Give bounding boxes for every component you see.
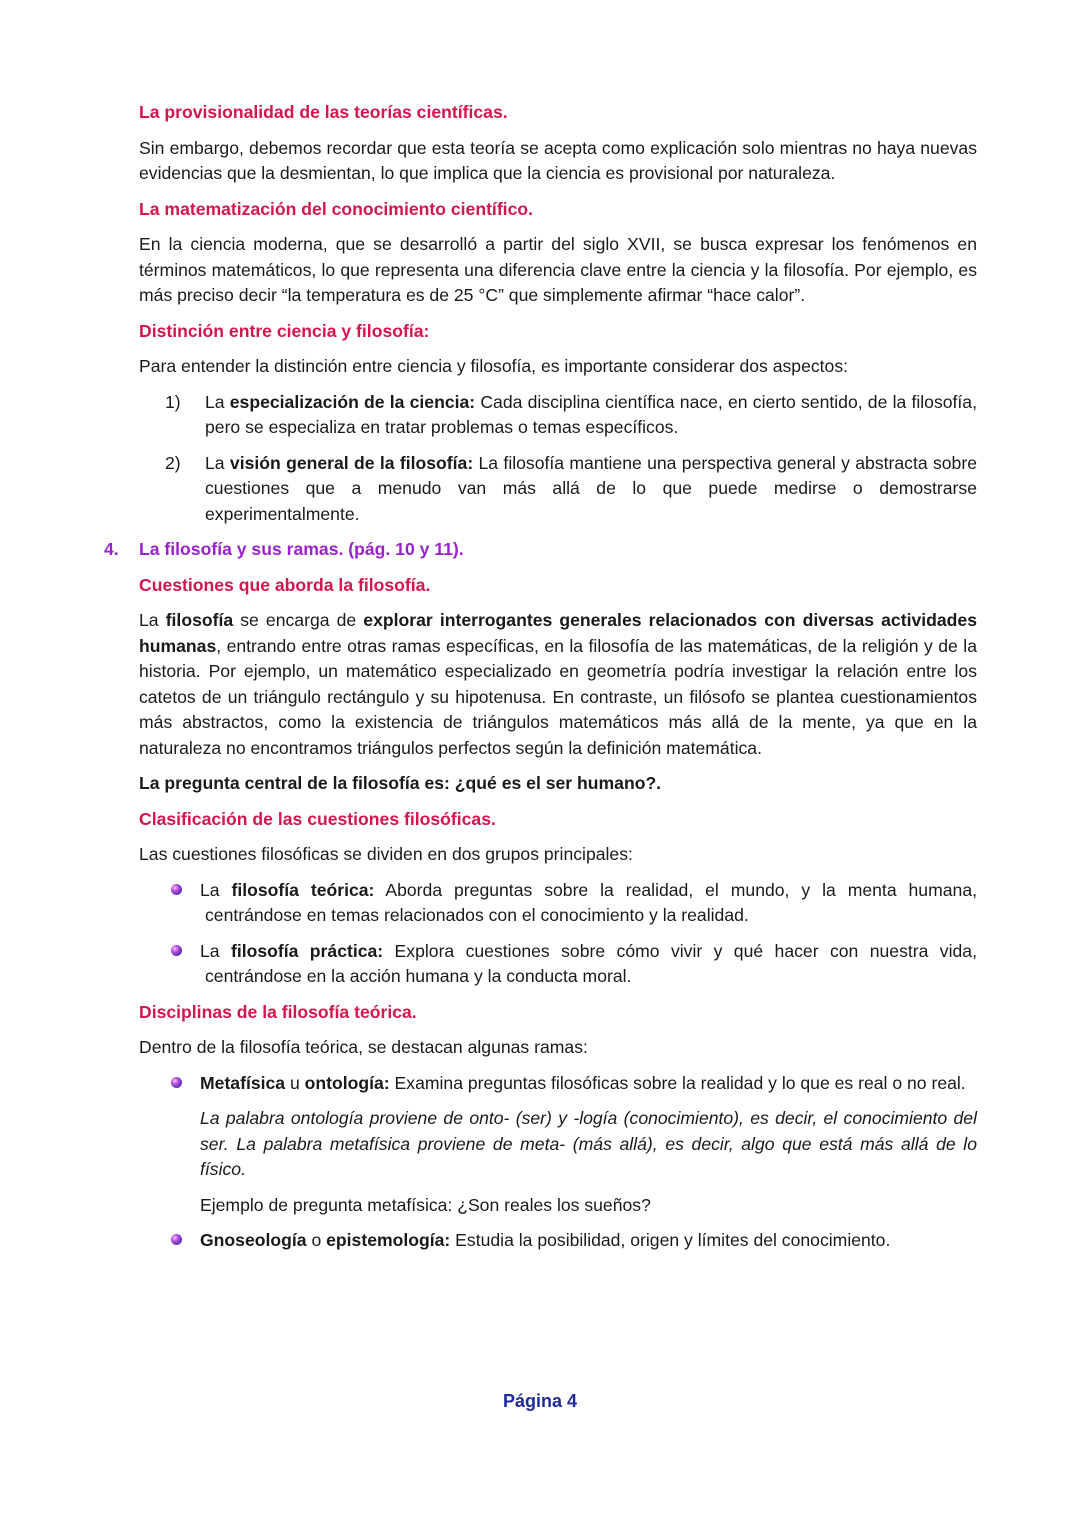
text-run: Para entender la distinción entre ciencia y filosofía, es importante considerar dos aspectos: (139, 356, 849, 376)
bold-term: filosofía práctica: (230, 940, 384, 961)
bullet-item (139, 939, 977, 990)
text-run: La (205, 452, 230, 473)
text-run: La filosofía y sus ramas. (pág. 10 y 11). (139, 539, 464, 559)
text-run: La (205, 391, 230, 412)
text-run: Clasificación de las cuestiones filosóficas. (139, 808, 496, 829)
text-run: Sin embargo, debemos recordar que esta teoría se acepta como explicación solo mientras no haya nuevas evidencias que la desmientan, lo que implica que la ciencia es provisional por naturaleza. (139, 137, 977, 183)
bullet-icon (171, 1077, 182, 1088)
text-run: La (139, 610, 166, 630)
indented-paragraph (139, 1193, 977, 1219)
paragraph (139, 842, 977, 868)
text-run: u (285, 1072, 305, 1093)
bold-term: especialización de la ciencia: (229, 391, 476, 412)
subheading (139, 100, 977, 126)
text-run: La (200, 940, 231, 961)
text-run: Distinción entre ciencia y filosofía: (139, 320, 430, 341)
bold-term: filosofía teórica: (231, 879, 375, 900)
text-run: En la ciencia moderna, que se desarrolló a partir del siglo XVII, se busca expresar los fenómenos en términos matemáticos, lo que representa una diferencia clave entre la ciencia y la filosofía. Por ejemplo, es más preciso decir “la temperatura es de 25 °C” que simplemente afirmar “hace calor”. (139, 234, 977, 305)
item-number: 4. (104, 539, 119, 559)
text-run: Estudia la posibilidad, origen y límites del conocimiento. (450, 1230, 891, 1250)
subheading (139, 319, 977, 345)
numbered-item (139, 390, 977, 441)
text-run: Aborda preguntas sobre la realidad, el mundo, y la menta humana, centrándose en temas relacionados con el conocimiento y la realidad. (205, 879, 977, 925)
text-run: Ejemplo de pregunta metafísica: ¿Son reales los sueños? (200, 1194, 651, 1215)
section-heading (104, 537, 977, 563)
bullet-icon (171, 884, 182, 895)
paragraph (139, 354, 977, 380)
text-run: La (200, 879, 232, 900)
text-run: Dentro de la filosofía teórica, se destacan algunas ramas: (139, 1037, 588, 1057)
text-run: Examina preguntas filosóficas sobre la realidad y lo que es real o no real. (389, 1072, 966, 1093)
paragraph (139, 608, 977, 761)
item-number: 1) (165, 391, 181, 412)
document-body (104, 100, 977, 1264)
bullet-item (139, 878, 977, 929)
subheading (139, 573, 977, 599)
subheading (139, 807, 977, 833)
text-run: Cada disciplina científica nace, en cierto sentido, de la filosofía, pero se especializa en tratar problemas o temas específicos. (205, 391, 977, 437)
subheading (139, 197, 977, 223)
bold-term: filosofía (165, 610, 234, 630)
bold-term: epistemología: (326, 1230, 451, 1250)
subheading (139, 1000, 977, 1026)
bold-term: Gnoseología (200, 1230, 307, 1250)
text-run: Disciplinas de la filosofía teórica. (139, 1001, 417, 1022)
text-run: o (306, 1230, 327, 1250)
key-question (139, 771, 977, 797)
bold-term: visión general de la filosofía: (229, 452, 474, 473)
text-run: Cuestiones que aborda la filosofía. (139, 574, 431, 595)
paragraph (139, 1035, 977, 1061)
text-run: , entrando entre otras ramas específicas, en la filosofía de las matemáticas, de la religión y de la historia. Por ejemplo, un matemático especializado en geometría podría investigar la relación entre los catetos de un triángulo rectángulo y su hipotenusa. En contraste, un filósofo se plantea cuestionamientos más abstractos, como la existencia de triángulos matemáticos más allá de la mente, ya que en la naturaleza no encontramos triángulos perfectos según la definición matemática. (139, 635, 977, 758)
text-run: La pregunta central de la filosofía es: ¿qué es el ser humano?. (139, 773, 662, 793)
indented-paragraph (139, 1106, 977, 1183)
item-number: 2) (165, 452, 181, 473)
bullet-item (139, 1071, 977, 1097)
bullet-icon (171, 1234, 182, 1245)
bold-term: ontología: (304, 1072, 390, 1093)
page-number: Página 4 (502, 1391, 578, 1411)
text-run: La provisionalidad de las teorías científicas. (139, 102, 508, 122)
text-run: Explora cuestiones sobre cómo vivir y qué hacer con nuestra vida, centrándose en la acción humana y la conducta moral. (205, 940, 977, 986)
paragraph (139, 136, 977, 187)
numbered-item (139, 451, 977, 528)
text-run: La filosofía mantiene una perspectiva general y abstracta sobre cuestiones que a menudo van más allá de lo que puede medirse o demostrarse experimentalmente. (205, 452, 977, 524)
bullet-item (139, 1228, 977, 1254)
text-run: La palabra ontología proviene de onto- (ser) y -logía (conocimiento), es decir, el conocimiento del ser. La palabra metafísica proviene de meta- (más allá), es decir, algo que está más allá de lo físico. (200, 1108, 977, 1179)
text-run: La matematización del conocimiento científico. (139, 198, 533, 219)
text-run: Las cuestiones filosóficas se dividen en dos grupos principales: (139, 844, 633, 864)
bold-term: explorar interrogantes generales relacionados con diversas actividades humanas (139, 610, 977, 656)
bold-term: Metafísica (200, 1072, 286, 1093)
bullet-icon (171, 945, 182, 956)
text-run: se encarga de (233, 610, 364, 630)
paragraph (139, 232, 977, 309)
